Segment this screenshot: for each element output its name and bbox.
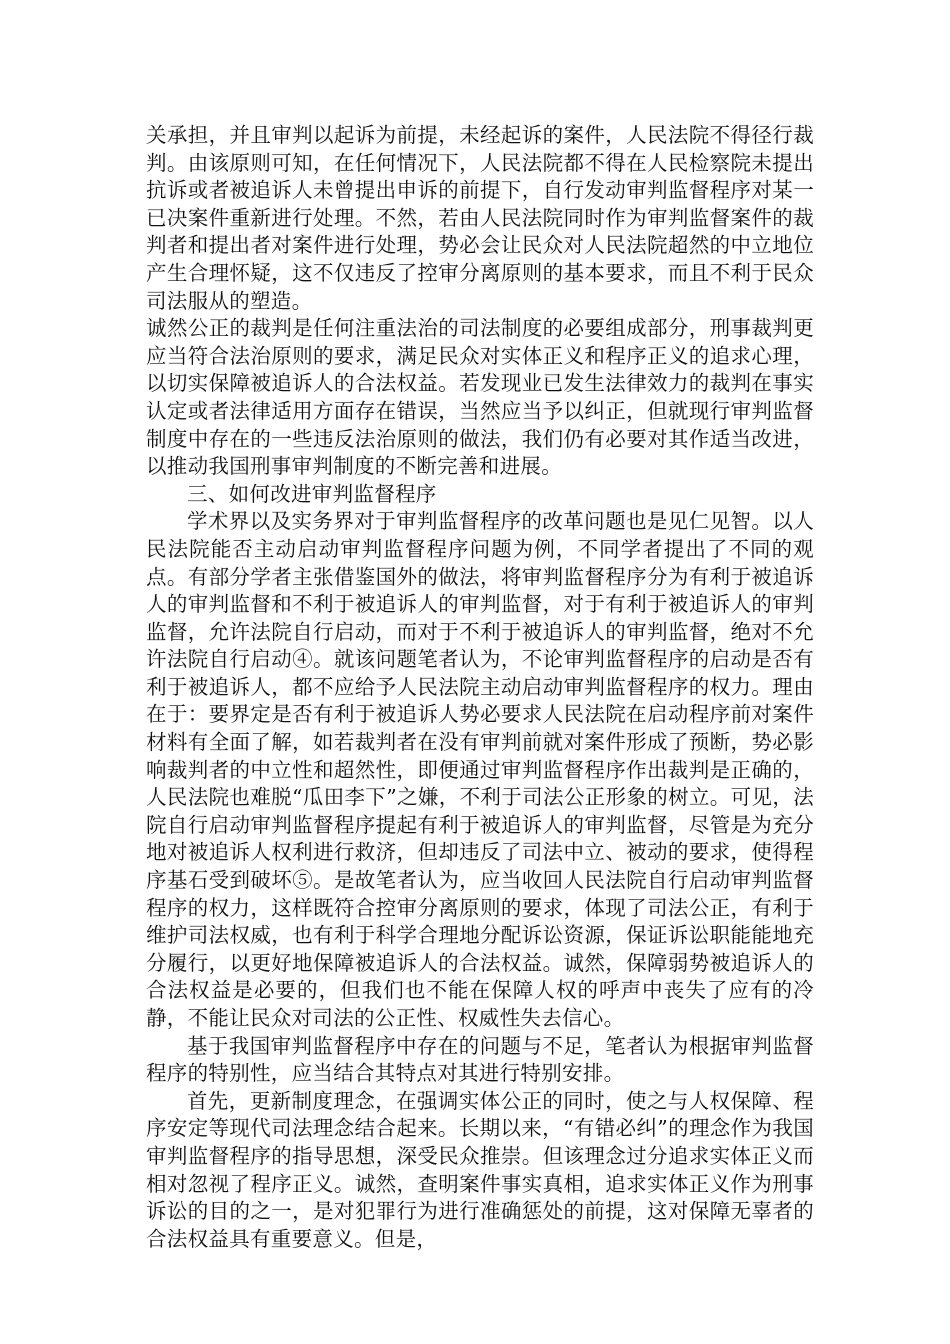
section-heading: 三、如何改进审判监督程序: [187, 481, 437, 506]
paragraph-5: 首先，更新制度理念，在强调实体公正的同时，使之与人权保障、程序安定等现代司法理念结合起来。长期以来，“有错必纠”的理念作为我国审判监督程序的指导思想，深受民众推崇。但该理念过分追求实体正义而相对忽视了程序正义。诚然，查明案件事实真相，追求实体正义作为刑事诉讼的目的之一，是对犯罪行为进行准确惩处的前提，这对保障无辜者的合法权益具有重要意义。但是，: [146, 1088, 814, 1251]
document-page: [146, 122, 814, 1253]
paragraph-2: 诚然公正的裁判是任何注重法治的司法制度的必要组成部分，刑事裁判更应当符合法治原则的要求，满足民众对实体正义和程序正义的追求心理，以切实保障被追诉人的合法权益。若发现业已发生法律效力的裁判在事实认定或者法律适用方面存在错误，当然应当予以纠正，但就现行审判监督制度中存在的一些违反法治原则的做法，我们仍有必要对其作适当改进，以推动我国刑事审判制度的不断完善和进展。: [146, 316, 814, 479]
paragraph-1: 关承担，并且审判以起诉为前提，未经起诉的案件，人民法院不得径行裁判。由该原则可知，在任何情况下，人民法院都不得在人民检察院未提出抗诉或者被追诉人未曾提出申诉的前提下，自行发动审判监督程序对某一已决案件重新进行处理。不然，若由人民法院同时作为审判监督案件的裁判者和提出者对案件进行处理，势必会让民众对人民法院超然的中立地位产生合理怀疑，这不仅违反了控审分离原则的基本要求，而且不利于民众司法服从的塑造。: [146, 123, 814, 313]
paragraph-3: 学术界以及实务界对于审判监督程序的改革问题也是见仁见智。以人民法院能否主动启动审判监督程序问题为例，不同学者提出了不同的观点。有部分学者主张借鉴国外的做法，将审判监督程序分为有利于被追诉人的审判监督和不利于被追诉人的审判监督，对于有利于被追诉人的审判监督，允许法院自行启动，而对于不利于被追诉人的审判监督，绝对不允许法院自行启动④。就该问题笔者认为，不论审判监督程序的启动是否有利于被追诉人，都不应给予人民法院主动启动审判监督程序的权力。理由在于：要界定是否有利于被追诉人势必要求人民法院在启动程序前对案件材料有全面了解，如若裁判者在没有审判前就对案件形成了预断，势必影响裁判者的中立性和超然性，即便通过审判监督程序作出裁判是正确的，人民法院也难脱“瓜田李下”之嫌，不利于司法公正形象的树立。可见，法院自行启动审判监督程序提起有利于被追诉人的审判监督，尽管是为充分地对被追诉人权利进行救济，但却违反了司法中立、被动的要求，使得程序基石受到破坏⑤。是故笔者认为，应当收回人民法院自行启动审判监督程序的权力，这样既符合控审分离原则的要求，体现了司法公正，有利于维护司法权威，也有利于科学合理地分配诉讼资源，保证诉讼职能能地充分履行，以更好地保障被追诉人的合法权益。诚然，保障弱势被追诉人的合法权益是必要的，但我们也不能在保障人权的呼声中丧失了应有的冷静，不能让民众对司法的公正性、权威性失去信心。: [146, 509, 814, 1030]
paragraph-4: 基于我国审判监督程序中存在的问题与不足，笔者认为根据审判监督程序的特别性，应当结合其特点对其进行特别安排。: [146, 1033, 814, 1086]
